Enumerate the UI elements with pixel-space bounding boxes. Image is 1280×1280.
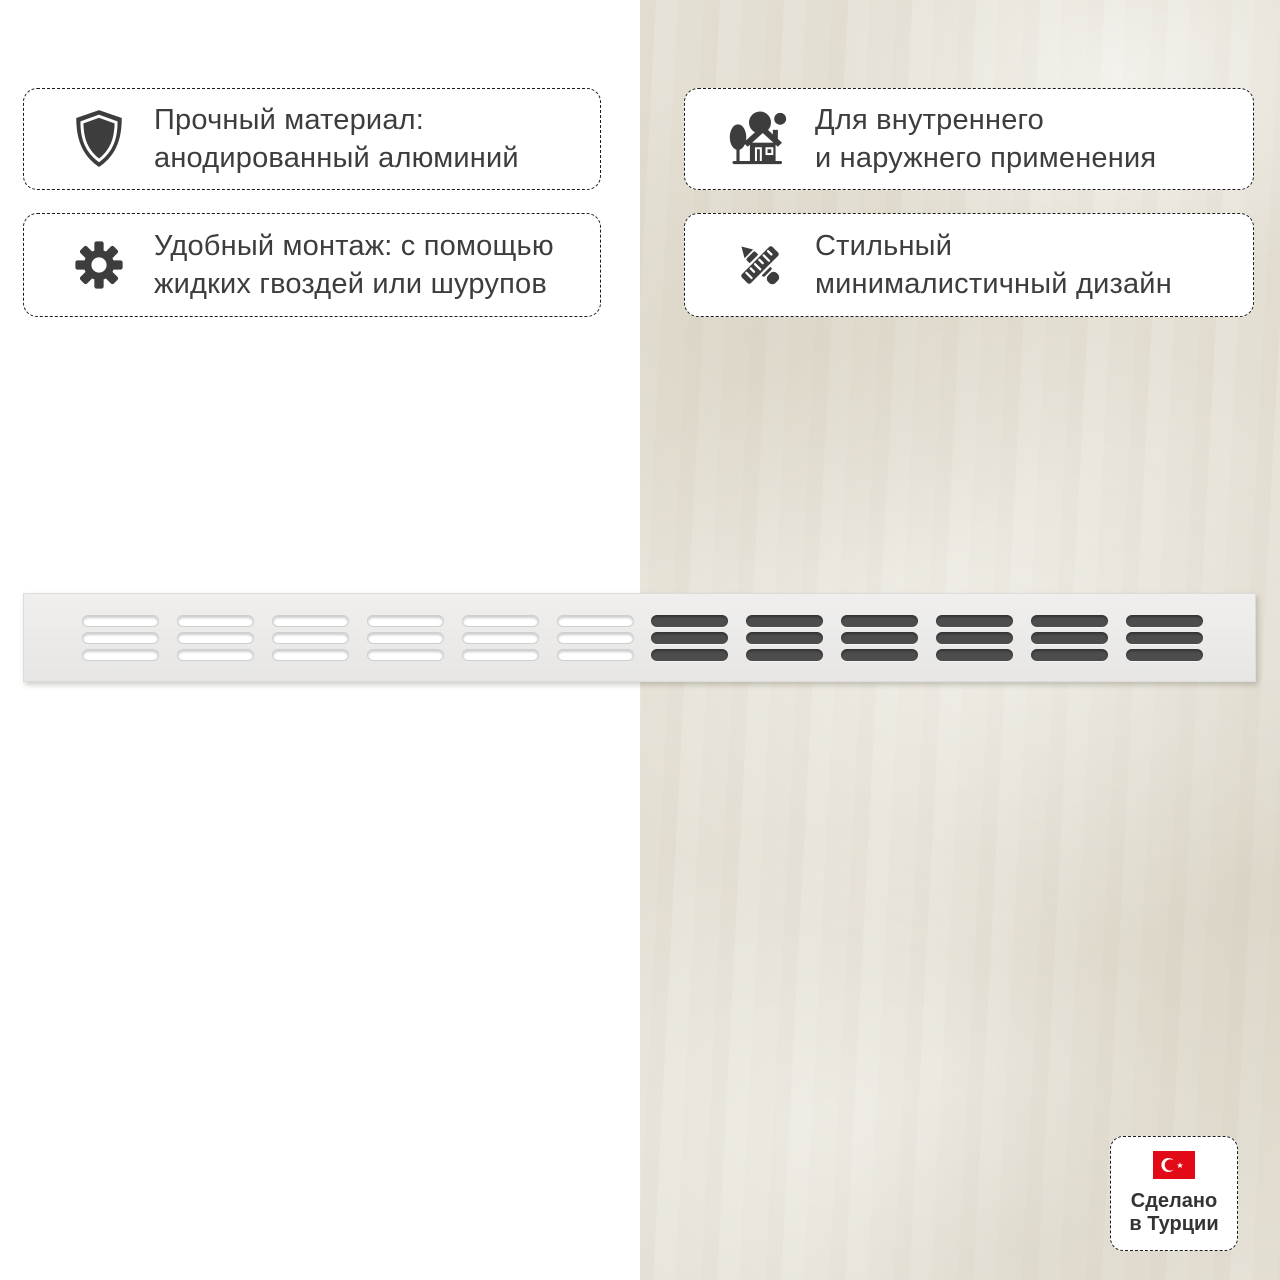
slot-group xyxy=(367,610,444,666)
vent-slot xyxy=(272,615,349,627)
turkey-flag-icon xyxy=(1153,1151,1195,1184)
vent-slot xyxy=(1031,649,1108,661)
vent-slot xyxy=(82,649,159,661)
slot-group xyxy=(841,610,918,666)
vent-slot xyxy=(746,649,823,661)
feature-line: Для внутреннего xyxy=(815,104,1045,136)
vent-slot xyxy=(936,632,1013,644)
feature-line: Стильный xyxy=(815,230,953,262)
feature-line: жидких гвоздей или шурупов xyxy=(154,268,547,300)
vent-slot xyxy=(746,615,823,627)
vent-slot xyxy=(367,615,444,627)
slot-group xyxy=(1031,610,1108,666)
slot-group xyxy=(651,610,728,666)
vent-slot xyxy=(177,615,254,627)
shield-icon xyxy=(66,108,132,170)
vent-slot xyxy=(936,649,1013,661)
ventilation-grille-product xyxy=(23,593,1256,682)
feature-box-mounting xyxy=(23,213,601,317)
vent-slot xyxy=(1126,649,1203,661)
vent-slot xyxy=(82,615,159,627)
slot-group xyxy=(462,610,539,666)
slot-group xyxy=(1126,610,1203,666)
vent-slot xyxy=(367,649,444,661)
vent-slot xyxy=(841,649,918,661)
vent-slot xyxy=(462,649,539,661)
pencil-ruler-icon xyxy=(727,237,793,293)
feature-line: Прочный материал: xyxy=(154,104,425,136)
feature-line: минималистичный дизайн xyxy=(815,268,1172,300)
feature-line: анодированный алюминий xyxy=(154,142,519,174)
vent-slot xyxy=(177,649,254,661)
vent-slot xyxy=(462,615,539,627)
slot-group xyxy=(82,610,159,666)
slot-group xyxy=(557,610,634,666)
vent-slot xyxy=(841,632,918,644)
vent-slot xyxy=(177,632,254,644)
vent-slot xyxy=(651,632,728,644)
feature-line: и наружнего применения xyxy=(815,142,1157,174)
house-nature-icon xyxy=(727,109,793,169)
gear-icon xyxy=(66,238,132,292)
vent-slot xyxy=(82,632,159,644)
feature-line: Удобный монтаж: с помощью xyxy=(154,230,554,262)
slot-group xyxy=(936,610,1013,666)
feature-box-application xyxy=(684,88,1254,190)
vent-slot xyxy=(557,649,634,661)
vent-slot xyxy=(1126,615,1203,627)
vent-slot xyxy=(462,632,539,644)
vent-slot xyxy=(936,615,1013,627)
slot-group xyxy=(746,610,823,666)
vent-slot xyxy=(651,649,728,661)
vent-slot xyxy=(841,615,918,627)
vent-slot xyxy=(1126,632,1203,644)
made-in-turkey-badge xyxy=(1110,1136,1238,1251)
vent-slot xyxy=(746,632,823,644)
feature-box-design xyxy=(684,213,1254,317)
vent-slot xyxy=(367,632,444,644)
vent-slot xyxy=(272,649,349,661)
vent-slot xyxy=(651,615,728,627)
vent-slot xyxy=(272,632,349,644)
slot-group xyxy=(272,610,349,666)
vent-slot xyxy=(557,632,634,644)
grille-slots xyxy=(82,610,1203,666)
vent-slot xyxy=(557,615,634,627)
badge-line: Сделано xyxy=(1130,1190,1218,1212)
feature-box-material xyxy=(23,88,601,190)
vent-slot xyxy=(1031,632,1108,644)
slot-group xyxy=(177,610,254,666)
badge-line: в Турции xyxy=(1129,1213,1219,1235)
vent-slot xyxy=(1031,615,1108,627)
